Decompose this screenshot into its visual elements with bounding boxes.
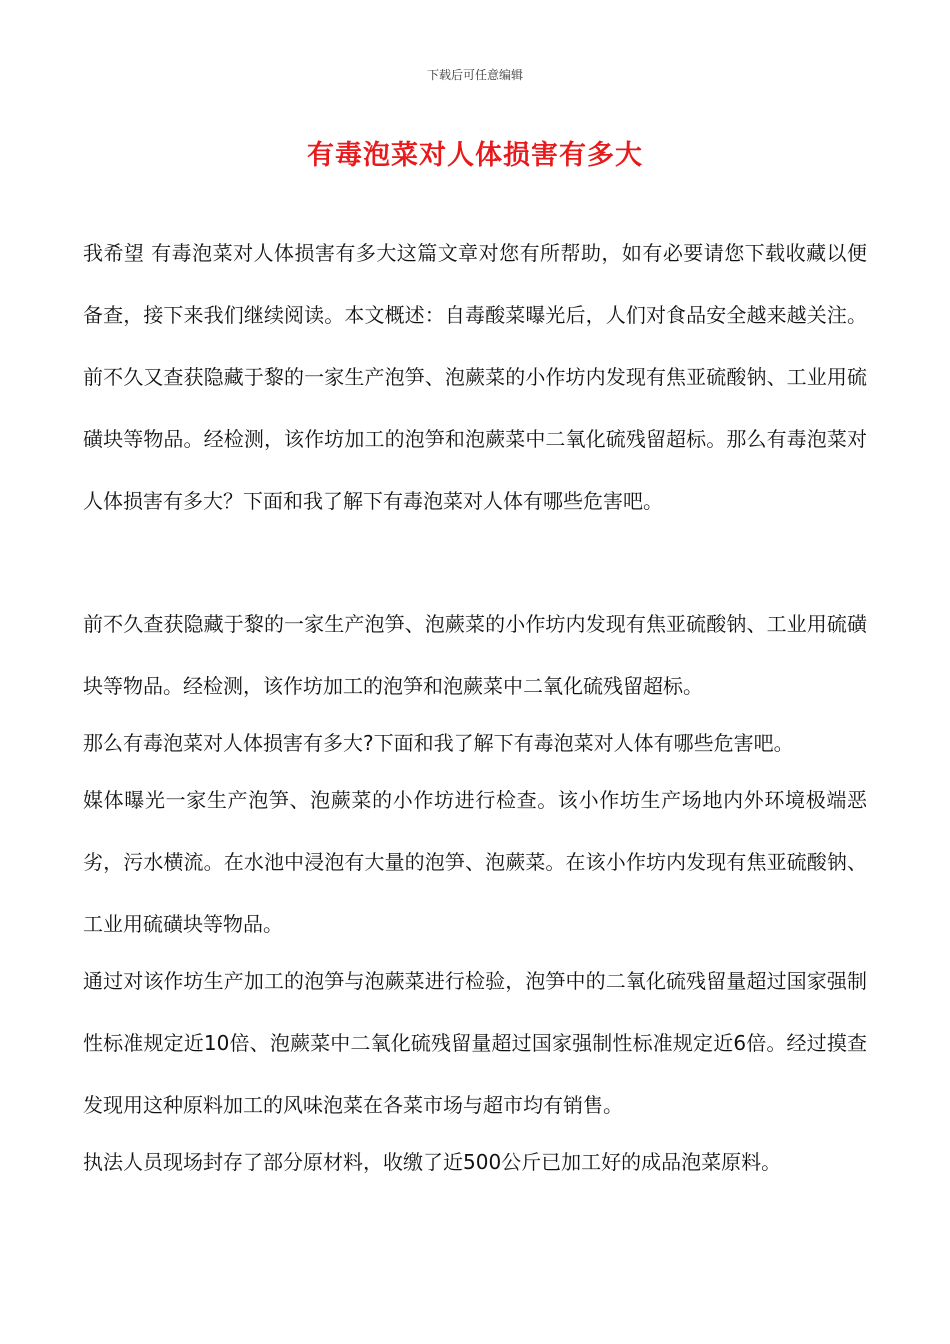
paragraph: 执法人员现场封存了部分原材料，收缴了近500公斤已加工好的成品泡菜原料。 xyxy=(83,1150,782,1174)
paragraph: 那么有毒泡菜对人体损害有多大?下面和我了解下有毒泡菜对人体有哪些危害吧。 xyxy=(83,731,794,755)
document-title: 有毒泡菜对人体损害有多大 xyxy=(307,140,643,171)
paragraph: 通过对该作坊生产加工的泡笋与泡蕨菜进行检验，泡笋中的二氧化硫残留量超过国家强制性标准规定近10倍、泡蕨菜中二氧化硫残留量超过国家强制性标准规定近6倍。经过摸查发现用这种原料加工的风味泡菜在各菜市场与超市均有销售。 xyxy=(83,969,867,1117)
paragraph: 我希望 有毒泡菜对人体损害有多大这篇文章对您有所帮助，如有必要请您下载收藏以便备查，接下来我们继续阅读。本文概述：自毒酸菜曝光后，人们对食品安全越来越关注。前不久又查获隐藏于黎的一家生产泡笋、泡蕨菜的小作坊内发现有焦亚硫酸钠、工业用硫磺块等物品。经检测，该作坊加工的泡笋和泡蕨菜中二氧化硫残留超标。那么有毒泡菜对人体损害有多大？下面和我了解下有毒泡菜对人体有哪些危害吧。 xyxy=(83,241,867,513)
paragraph: 媒体曝光一家生产泡笋、泡蕨菜的小作坊进行检查。该小作坊生产场地内外环境极端恶劣，污水横流。在水池中浸泡有大量的泡笋、泡蕨菜。在该小作坊内发现有焦亚硫酸钠、工业用硫磺块等物品。 xyxy=(83,788,867,936)
paragraph-intro xyxy=(83,222,867,532)
paragraph: 前不久查获隐藏于黎的一家生产泡笋、泡蕨菜的小作坊内发现有焦亚硫酸钠、工业用硫磺块等物品。经检测，该作坊加工的泡笋和泡蕨菜中二氧化硫残留超标。 xyxy=(83,612,867,698)
article-body xyxy=(83,593,867,1193)
header-note: 下载后可任意编辑 xyxy=(426,68,523,82)
